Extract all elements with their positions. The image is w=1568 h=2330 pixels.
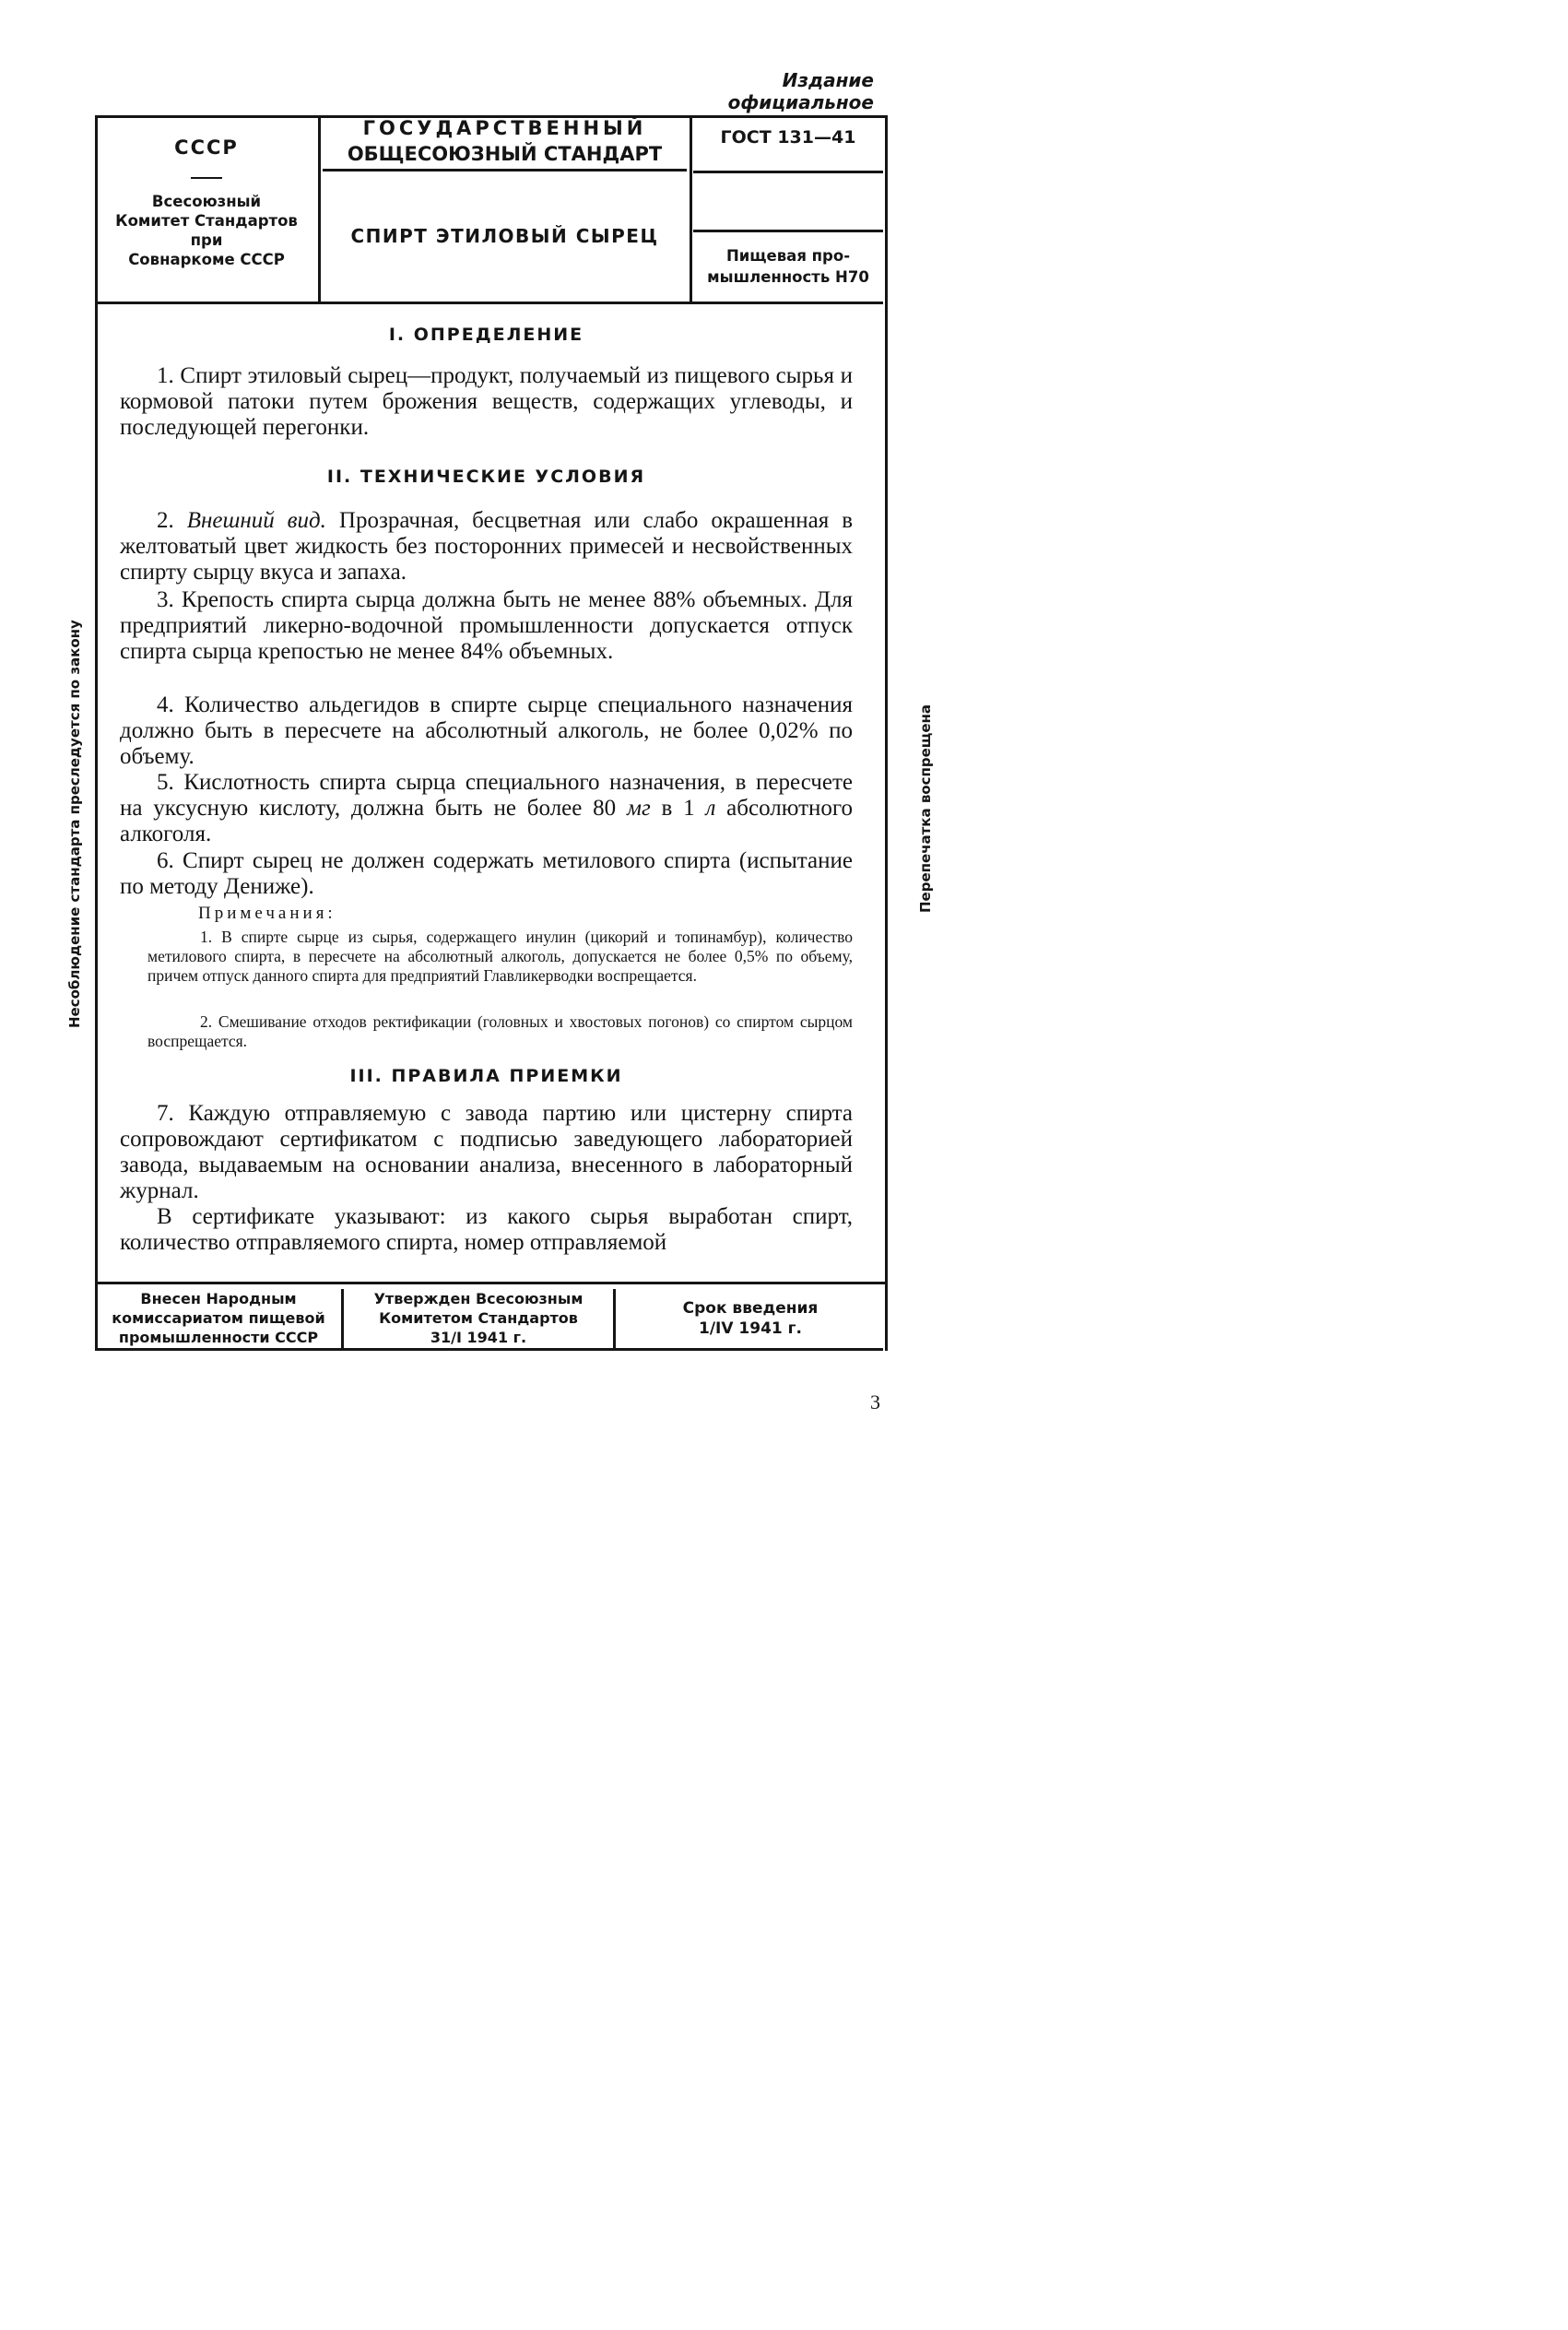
header-middle-rule (323, 169, 687, 171)
notes-title: Примечания: (198, 904, 336, 923)
paragraph-5-text-a: 5. Кислотность спирта сырца специального назначения, в пересчете на уксусную кислоту, должна быть не более 80 (120, 770, 853, 821)
standard-type-line: ОБЩЕСОЮЗНЫЙ СТАНДАРТ (347, 143, 663, 165)
footer-top-rule (95, 1282, 888, 1284)
ussr-label: ССCР (174, 136, 239, 159)
frame-right-border (885, 115, 888, 1351)
committee-line: Комитет Стандартов (115, 212, 298, 230)
section-heading-technical: II. ТЕХНИЧЕСКИЕ УСЛОВИЯ (326, 467, 646, 487)
footer-divider-2 (613, 1289, 616, 1348)
paragraph-2-text: Прозрачная, бесцветная или слабо окрашенная в желтоватый цвет жидкость без посторонних примесей и несвойственных спирту сырцу вкуса и запаха. (120, 508, 854, 585)
footer-introduced-line: промышленности СССР (118, 1329, 319, 1346)
gost-cell-rule (693, 171, 883, 173)
industry-cell-rule (693, 230, 883, 232)
side-note-left: Несоблюдение стандарта преследуется по закону (66, 620, 83, 1028)
committee-block (100, 192, 313, 269)
standard-type-line: ГОСУДАРСТВЕННЫЙ (362, 117, 647, 139)
paragraph-2-title: Внешний вид. (186, 508, 326, 533)
note-2: 2. Смешивание отходов ректификации (головных и хвостовых погонов) со спиртом сырцом воспрещается. (147, 1012, 853, 1050)
paragraph-4: 4. Количество альдегидов в спирте сырце специального назначения должно быть в пересчете на абсолютный алкоголь, не более 0,02% по объему. (120, 692, 853, 769)
document-title: СПИРТ ЭТИЛОВЫЙ СЫРЕЦ (350, 225, 659, 247)
footer-effective-line: Срок введения (682, 1299, 819, 1318)
paragraph-2 (120, 508, 853, 585)
paragraph-7: 7. Каждую отправляемую с завода партию или цистерну спирта сопровождают сертификатом с подписью заведующего лабораторией завода, выдаваемым на основании анализа, внесенного в лабораторный журнал. (120, 1101, 853, 1203)
paragraph-2-number: 2. (157, 508, 174, 533)
standard-type (323, 115, 687, 167)
page-number: 3 (870, 1390, 880, 1413)
footer-effective (618, 1298, 883, 1339)
footer-divider-1 (341, 1289, 344, 1348)
header-bottom-rule (95, 302, 883, 304)
paragraph-5 (120, 770, 853, 847)
header-divider-2 (690, 115, 692, 302)
frame-left-border (95, 115, 98, 1351)
paragraph-6: 6. Спирт сырец не должен содержать метилового спирта (испытание по методу Дениже). (120, 848, 853, 899)
industry-code (693, 245, 883, 288)
gost-number: ГОСТ 131—41 (720, 127, 856, 148)
footer-introduced-line: комиссариатом пищевой (112, 1309, 325, 1327)
footer-approved-line: Комитетом Стандартов (379, 1309, 578, 1327)
footer-approved-line: Утвержден Всесоюзным (373, 1290, 584, 1307)
footer-introduced (98, 1289, 339, 1347)
footer-introduced-line: Внесен Народным (140, 1290, 297, 1307)
committee-line: при (190, 231, 223, 249)
unit-l: л (705, 796, 716, 821)
footer-bottom-rule (95, 1348, 883, 1351)
ussr-dash (191, 177, 222, 179)
industry-line: мышленность Н70 (707, 268, 869, 286)
unit-mg: мг (626, 796, 651, 821)
section-heading-definition: I. ОПРЕДЕЛЕНИЕ (388, 325, 584, 345)
header-divider-1 (318, 115, 321, 302)
paragraph-1: 1. Спирт этиловый сырец—продукт, получаемый из пищевого сырья и кормовой патоки путем брожения веществ, содержащих углеводы, и последующей перегонки. (120, 363, 853, 440)
footer-approved-line: 31/I 1941 г. (430, 1329, 527, 1346)
paragraph-8: В сертификате указывают: из какого сырья выработан спирт, количество отправляемого спирта, номер отправляемой (120, 1204, 853, 1255)
footer-approved (346, 1289, 611, 1347)
committee-line: Совнаркоме СССР (128, 251, 285, 268)
paragraph-5-text-c: абсолютного алкоголя. (120, 796, 854, 846)
note-1: 1. В спирте сырце из сырья, содержащего инулин (цикорий и топинамбур), количество метилового спирта, в пересчете на абсолютный алкоголь, допускается не более 0,5% по объему, причем отпуск данного спирта для предприятий Главликерводки воспрещается. (147, 928, 853, 985)
section-heading-acceptance: III. ПРАВИЛА ПРИЕМКИ (349, 1066, 623, 1086)
edition-label: Издание официальное (727, 69, 874, 113)
side-note-right: Перепечатка воспрещена (917, 704, 934, 913)
footer-effective-line: 1/IV 1941 г. (698, 1319, 802, 1338)
paragraph-3: 3. Крепость спирта сырца должна быть не менее 88% объемных. Для предприятий ликерно-водочной промышленности допускается отпуск спирта сырца крепостью не менее 84% объемных. (120, 587, 853, 664)
industry-line: Пищевая про- (725, 247, 851, 265)
paragraph-5-text-b: в 1 (661, 796, 695, 821)
committee-line: Всесоюзный (151, 193, 262, 210)
